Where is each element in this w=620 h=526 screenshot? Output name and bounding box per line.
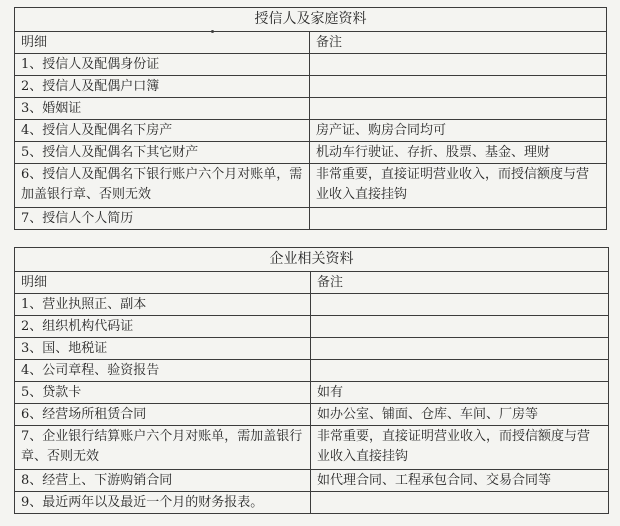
table-row xyxy=(15,76,607,98)
item-cell: 9、最近两年以及最近一个月的财务报表。 xyxy=(15,492,311,514)
note-cell xyxy=(311,360,609,382)
note-cell xyxy=(310,208,607,230)
family-materials-table xyxy=(14,7,607,230)
item-cell: 3、婚姻证 xyxy=(15,98,310,120)
item-cell: 1、授信人及配偶身份证 xyxy=(15,54,310,76)
note-cell xyxy=(311,492,609,514)
company-materials-table xyxy=(14,247,609,514)
table-row xyxy=(15,208,607,230)
note-cell xyxy=(310,98,607,120)
item-cell: 3、国、地税证 xyxy=(15,338,311,360)
table-row xyxy=(15,382,609,404)
note-cell xyxy=(311,294,609,316)
table-row xyxy=(15,294,609,316)
note-cell xyxy=(311,316,609,338)
item-cell: 5、贷款卡 xyxy=(15,382,311,404)
table-title: 企业相关资料 xyxy=(15,248,609,272)
column-header-item: 明细 xyxy=(15,32,310,54)
table-row xyxy=(15,426,609,470)
table-title: 授信人及家庭资料 xyxy=(15,8,607,32)
item-cell: 4、授信人及配偶名下房产 xyxy=(15,120,310,142)
table-row xyxy=(15,98,607,120)
note-cell: 如代理合同、工程承包合同、交易合同等 xyxy=(311,470,609,492)
column-header-note: 备注 xyxy=(310,32,607,54)
column-header-note: 备注 xyxy=(311,272,609,294)
item-cell: 7、授信人个人简历 xyxy=(15,208,310,230)
table-row xyxy=(15,164,607,208)
table-row xyxy=(15,316,609,338)
note-cell: 如有 xyxy=(311,382,609,404)
table-row xyxy=(15,338,609,360)
table-row xyxy=(15,470,609,492)
note-cell: 非常重要，直接证明营业收入，而授信额度与营业收入直接挂钩 xyxy=(311,426,609,470)
note-cell xyxy=(310,76,607,98)
table-row xyxy=(15,404,609,426)
item-cell: 8、经营上、下游购销合同 xyxy=(15,470,311,492)
table-row xyxy=(15,360,609,382)
note-cell xyxy=(310,54,607,76)
item-cell: 5、授信人及配偶名下其它财产 xyxy=(15,142,310,164)
item-cell: 2、授信人及配偶户口簿 xyxy=(15,76,310,98)
note-cell: 非常重要，直接证明营业收入，而授信额度与营业收入直接挂钩 xyxy=(310,164,607,208)
table-row xyxy=(15,54,607,76)
table-row xyxy=(15,492,609,514)
item-cell: 2、组织机构代码证 xyxy=(15,316,311,338)
item-cell: 7、企业银行结算账户六个月对账单，需加盖银行章、否则无效 xyxy=(15,426,311,470)
item-cell: 4、公司章程、验资报告 xyxy=(15,360,311,382)
item-cell: 6、授信人及配偶名下银行账户六个月对账单，需加盖银行章、否则无效 xyxy=(15,164,310,208)
table-row xyxy=(15,142,607,164)
item-cell: 1、营业执照正、副本 xyxy=(15,294,311,316)
note-cell: 如办公室、铺面、仓库、车间、厂房等 xyxy=(311,404,609,426)
note-cell: 房产证、购房合同均可 xyxy=(310,120,607,142)
column-header-item: 明细 xyxy=(15,272,311,294)
note-cell xyxy=(311,338,609,360)
table-row xyxy=(15,120,607,142)
item-cell: 6、经营场所租赁合同 xyxy=(15,404,311,426)
note-cell: 机动车行驶证、存折、股票、基金、理财 xyxy=(310,142,607,164)
